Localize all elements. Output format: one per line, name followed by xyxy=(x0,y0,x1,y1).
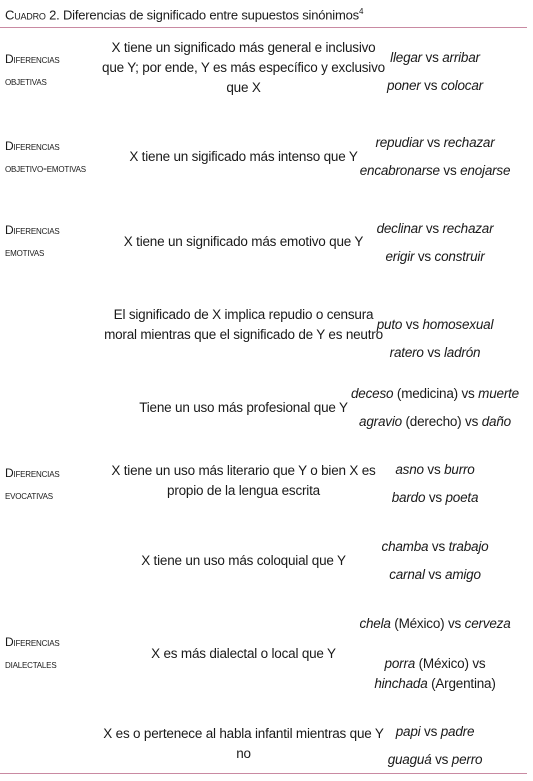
definition-cell: X tiene un uso más literario que Y o bien X es propio de la lengua escrita xyxy=(111,463,376,498)
example-pair: erigir vs construir xyxy=(385,249,485,264)
bottom-rule xyxy=(0,773,527,774)
category-objetivo-emotivas: Diferencias objetivo-emotivas xyxy=(5,139,86,175)
example-pair: deceso (medicina) vs muerte xyxy=(351,386,519,401)
example-pair: chamba vs trabajo xyxy=(381,539,489,554)
examples-cell xyxy=(340,456,530,512)
definition-cell: X tiene un uso más coloquial que Y xyxy=(141,553,346,568)
example-pair: puto vs homosexual xyxy=(376,317,494,332)
example-pair: bardo vs poeta xyxy=(391,490,479,505)
definition-cell: X tiene un significado más emotivo que Y xyxy=(123,234,364,249)
category-evocativas: Diferencias evocativas xyxy=(5,466,60,502)
definition-cell: X es o pertenece al habla infantil mientras que Y no xyxy=(103,726,384,761)
category-dialectales: Diferencias dialectales xyxy=(5,635,60,671)
example-pair: llegar vs arribar xyxy=(390,50,480,65)
footnote-marker: 4 xyxy=(358,7,364,16)
definition-cell: X tiene un significado más general e inclusivo que Y; por ende, Y es más específico y exclusivo que X xyxy=(102,40,385,95)
example-pair: ratero vs ladrón xyxy=(389,345,481,360)
examples-cell xyxy=(340,718,530,774)
example-pair: papi vs padre xyxy=(395,724,475,739)
examples-cell xyxy=(340,215,530,271)
example-pair-cont: hinchada (Argentina) xyxy=(374,676,496,691)
definition-cell: X tiene un sigificado más intenso que Y xyxy=(129,149,358,164)
example-pair: carnal vs amigo xyxy=(389,567,481,582)
example-pair: agravio (derecho) vs daño xyxy=(359,414,511,429)
caption-title: Diferencias de significado entre supuestos sinónimos xyxy=(62,7,359,23)
examples-cell xyxy=(340,610,530,694)
example-pair: porra (México) vs xyxy=(384,656,486,671)
example-pair: chela (México) vs cerveza xyxy=(359,616,511,631)
examples-cell xyxy=(340,44,530,100)
examples-cell xyxy=(340,533,530,589)
example-pair: encabronarse vs enojarse xyxy=(359,163,511,178)
definition-cell: Tiene un uso más profesional que Y xyxy=(139,400,348,415)
examples-cell xyxy=(340,380,530,436)
example-pair: poner vs colocar xyxy=(387,78,483,93)
definition-cell: El significado de X implica repudio o censura moral mientras que el significado de Y es neutro xyxy=(104,307,383,342)
examples-cell xyxy=(340,311,530,367)
definition-cell: X es más dialectal o local que Y xyxy=(151,646,336,661)
example-pair: asno vs burro xyxy=(395,462,475,477)
category-objetivas: Diferencias objetivas xyxy=(5,52,60,88)
example-pair: guaguá vs perro xyxy=(387,752,483,767)
category-emotivas: Diferencias emotivas xyxy=(5,223,60,259)
table-caption xyxy=(5,4,527,23)
examples-cell xyxy=(340,129,530,185)
example-pair: declinar vs rechazar xyxy=(376,221,494,236)
example-pair: repudiar vs rechazar xyxy=(375,135,495,150)
caption-label: Cuadro 2. xyxy=(5,7,60,23)
top-rule xyxy=(0,27,527,28)
